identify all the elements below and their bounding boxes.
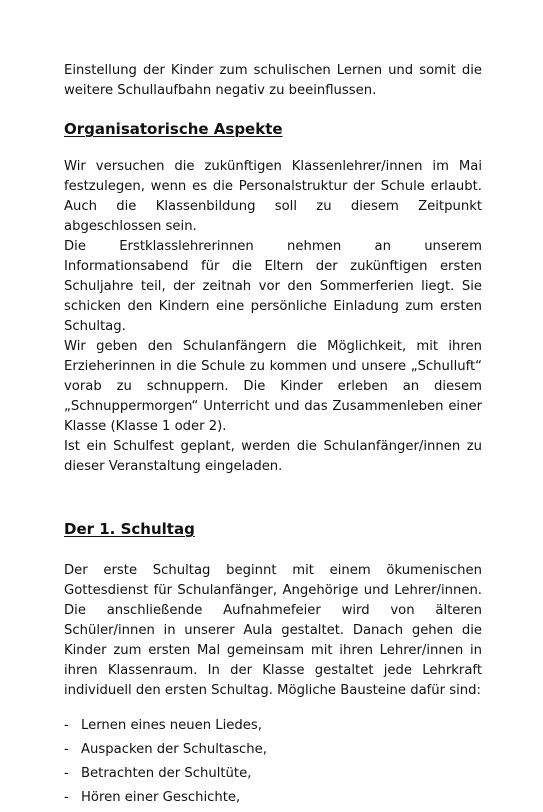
schultag-paragraph: Der erste Schultag beginnt mit einem ökumenischen Gottesdienst für Schulanfänger, Angehörige und Lehrer/innen. Die anschließende Aufnahmefeier wird von älteren Schüler/innen in unserer Aula gestaltet. Danach gehen die Kinder zum ersten Mal gemeinsam mit ihren Lehrer/innen in ihren Klassenraum. In der Klasse gestaltet jede Lehrkraft individuell den ersten Schultag. Mögliche Bausteine dafür sind:	[64, 563, 482, 698]
list-bullet: -	[64, 742, 69, 757]
org-paragraph-3: Wir geben den Schulanfängern die Möglichkeit, mit ihren Erzieherinnen in die Schule zu kommen und unsere „Schulluft“ vorab zu schnuppern. Die Kinder erleben an diesem „Schnuppermorgen“ Unterricht und das Zusammenleben einer Klasse (Klasse 1 oder 2).	[64, 339, 482, 434]
section-heading-organisatorische-aspekte: Organisatorische Aspekte	[64, 120, 283, 138]
intro-paragraph: Einstellung der Kinder zum schulischen Lernen und somit die weitere Schullaufbahn negativ zu beeinflussen.	[64, 63, 482, 98]
org-paragraph-1: Wir versuchen die zukünftigen Klassenlehrer/innen im Mai festzulegen, wenn es die Personalstruktur der Schule erlaubt. Auch die Klassenbildung soll zu diesem Zeitpunkt abgeschlossen sein.	[64, 159, 482, 234]
list-item	[64, 788, 482, 808]
document-content	[64, 61, 482, 812]
section-heading-der-erste-schultag: Der 1. Schultag	[64, 520, 195, 538]
list-item-text: Lernen eines neuen Liedes,	[81, 718, 262, 733]
list-item	[64, 764, 482, 784]
bausteine-list	[64, 716, 482, 808]
list-item-text: Betrachten der Schultüte,	[81, 766, 252, 781]
list-item-text: Hören einer Geschichte,	[81, 790, 241, 805]
org-paragraph-2: Die Erstklasslehrerinnen nehmen an unserem Informationsabend für die Eltern der zukünftigen ersten Schuljahre teil, der zeitnah vor den Sommerferien liegt. Sie schicken den Kindern eine persönliche Einladung zum ersten Schultag.	[64, 239, 482, 334]
list-item-text: Auspacken der Schultasche,	[81, 742, 267, 757]
list-bullet: -	[64, 790, 69, 805]
list-bullet: -	[64, 766, 69, 781]
list-bullet: -	[64, 718, 69, 733]
org-paragraph-4: Ist ein Schulfest geplant, werden die Schulanfänger/innen zu dieser Veranstaltung eingeladen.	[64, 439, 482, 474]
list-item	[64, 740, 482, 760]
list-item	[64, 716, 482, 736]
